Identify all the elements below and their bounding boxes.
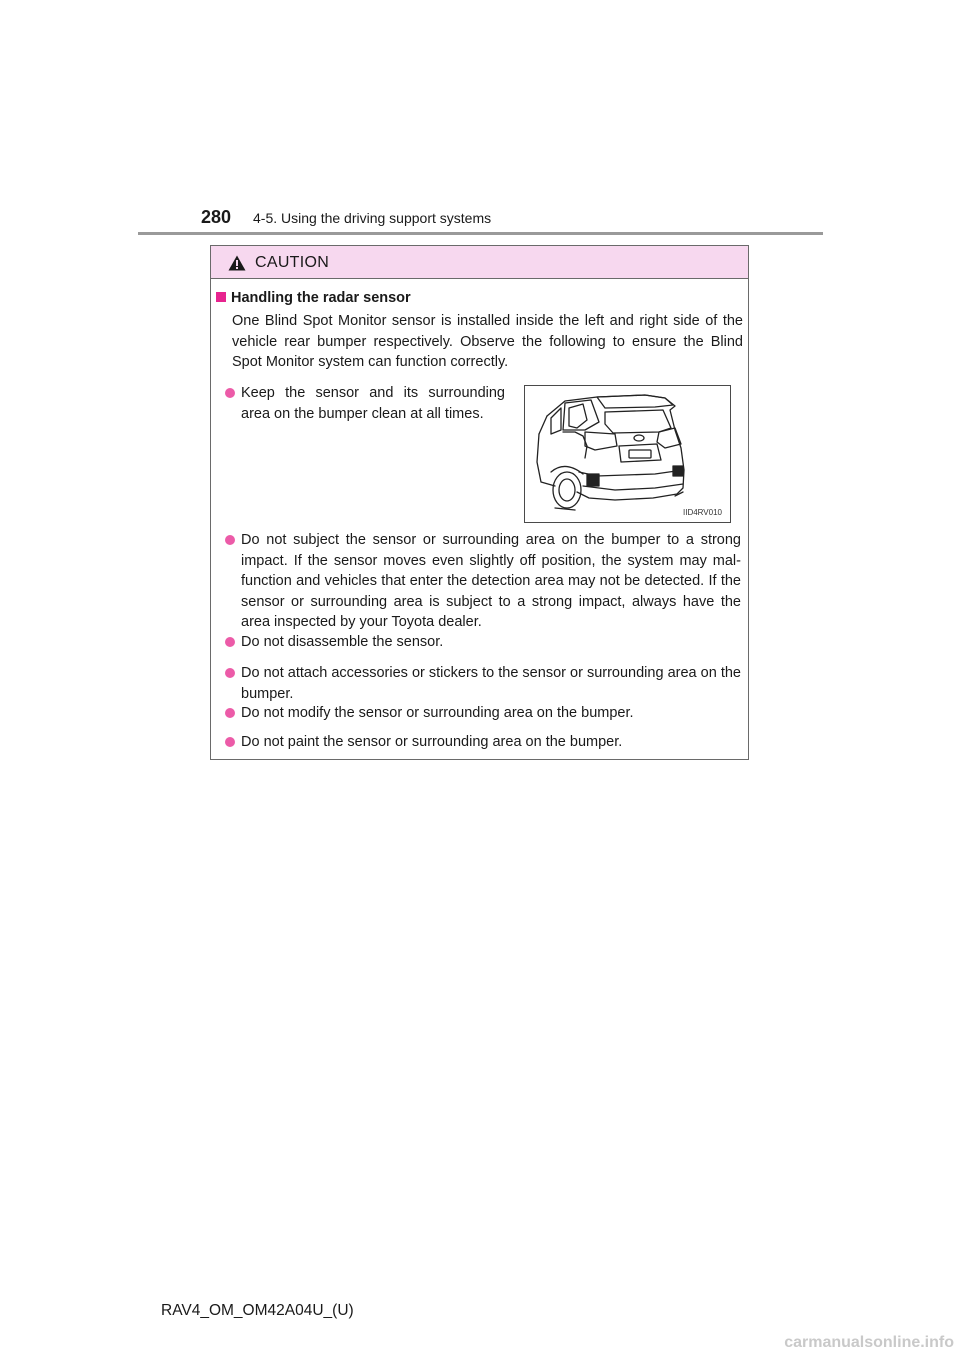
figure-code: IID4RV010: [683, 508, 722, 517]
bullet-item: [225, 530, 741, 633]
car-rear-icon: [525, 386, 730, 522]
caution-header: [211, 246, 748, 279]
bullet-text: Do not subject the sensor or surrounding area on the bumper to a strong impact. If the sensor moves even slightly off position, the system may mal-function and vehicles that enter the detection area may not be detected. If the sensor or surrounding area is subject to a strong impact, always have the area inspected by your Toyota dealer.: [241, 532, 741, 630]
subheading-text: Handling the radar sensor: [231, 290, 411, 306]
bullet-text: Do not disassemble the sensor.: [241, 634, 444, 650]
document-code: RAV4_OM_OM42A04U_(U): [161, 1302, 354, 1319]
bullet-text: Do not modify the sensor or surrounding area on the bumper.: [241, 705, 634, 721]
bullet-dot-icon: [225, 668, 235, 678]
watermark: carmanualsonline.info: [784, 1334, 954, 1351]
caution-subheading: [216, 288, 411, 308]
square-bullet-icon: [216, 292, 226, 302]
bullet-dot-icon: [225, 637, 235, 647]
bullet-dot-icon: [225, 535, 235, 545]
bullet-text: Keep the sensor and its surrounding area on the bumper clean at all times.: [241, 385, 505, 422]
section-title: 4-5. Using the driving support systems: [253, 210, 492, 226]
rear-bumper-illustration: [524, 385, 731, 523]
bullet-item: [225, 732, 741, 753]
bullet-item: [225, 383, 505, 424]
bullet-text: Do not attach accessories or stickers to the sensor or surrounding area on the bumper.: [241, 665, 741, 702]
bullet-text: Do not paint the sensor or surrounding area on the bumper.: [241, 734, 623, 750]
bullet-item: [225, 632, 741, 653]
bullet-dot-icon: [225, 737, 235, 747]
bullet-dot-icon: [225, 388, 235, 398]
bullet-dot-icon: [225, 708, 235, 718]
warning-triangle-icon: [228, 255, 246, 271]
bullet-item: [225, 663, 741, 704]
caution-label: CAUTION: [255, 254, 330, 271]
caution-intro: One Blind Spot Monitor sensor is installed inside the left and right side of the vehicle rear bumper respectively. Observe the following to ensure the Blind Spot Monitor system can function correctly.: [232, 313, 743, 370]
caution-box: [210, 245, 749, 760]
bullet-item: [225, 703, 741, 724]
header-rule: [138, 232, 823, 235]
page-number: 280: [201, 207, 232, 227]
